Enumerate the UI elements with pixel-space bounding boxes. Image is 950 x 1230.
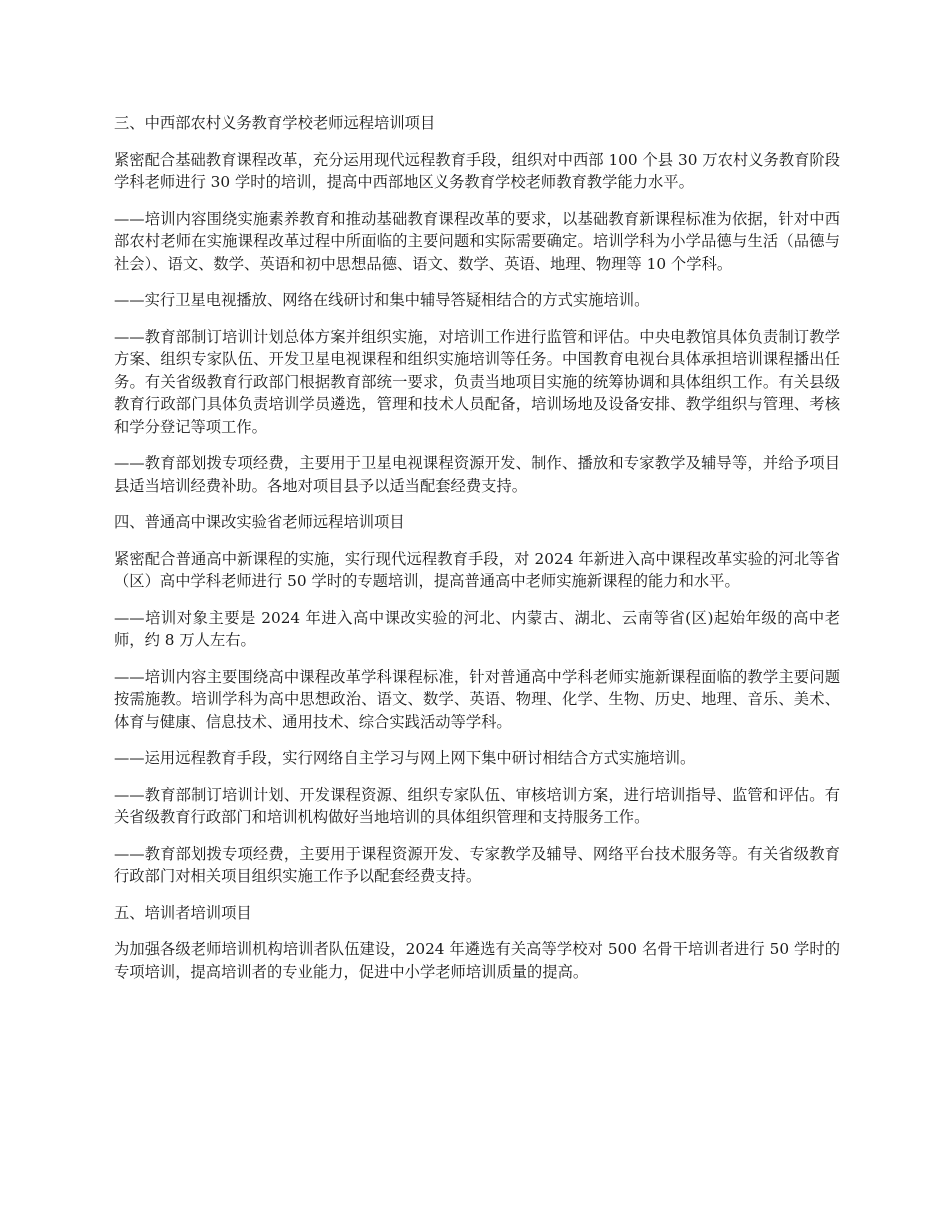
paragraph: ——培训内容围绕实施素养教育和推动基础教育课程改革的要求，以基础教育新课程标准为依据，针对中西部农村老师在实施课程改革过程中所面临的主要问题和实际需要确定。培训学科为小学品德与生活（品德与社会）、语文、数学、英语和初中思想品德、语文、数学、英语、地理、物理等 10 个学科。 <box>114 209 840 273</box>
paragraph: ——培训内容主要围绕高中课程改革学科课程标准，针对普通高中学科老师实施新课程面临的教学主要问题按需施教。培训学科为高中思想政治、语文、数学、英语、物理、化学、生物、历史、地理、音乐、美术、体育与健康、信息技术、通用技术、综合实践活动等学科。 <box>114 667 840 731</box>
paragraph: ——培训对象主要是 2024 年进入高中课改实验的河北、内蒙古、湖北、云南等省(区)起始年级的高中老师，约 8 万人左右。 <box>114 608 840 649</box>
paragraph: 为加强各级老师培训机构培训者队伍建设，2024 年遴选有关高等学校对 500 名骨干培训者进行 50 学时的专项培训，提高培训者的专业能力，促进中小学老师培训质量的提高。 <box>114 940 840 981</box>
document-body <box>114 112 840 997</box>
section-heading-5: 五、培训者培训项目 <box>114 903 252 922</box>
paragraph: ——教育部制订培训计划、开发课程资源、组织专家队伍、审核培训方案，进行培训指导、监管和评估。有关省级教育行政部门和培训机构做好当地培训的具体组织管理和支持服务工作。 <box>114 785 840 826</box>
paragraph: 紧密配合普通高中新课程的实施，实行现代远程教育手段，对 2024 年新进入高中课程改革实验的河北等省（区）高中学科老师进行 50 学时的专题培训，提高普通高中老师实施新课程的能力和水平。 <box>114 549 840 590</box>
paragraph: ——教育部划拨专项经费，主要用于卫星电视课程资源开发、制作、播放和专家教学及辅导等，并给予项目县适当培训经费补助。各地对项目县予以适当配套经费支持。 <box>114 454 840 495</box>
paragraph: 紧密配合基础教育课程改革，充分运用现代远程教育手段，组织对中西部 100 个县 30 万农村义务教育阶段学科老师进行 30 学时的培训，提高中西部地区义务教育学校老师教育教学能力水平。 <box>114 150 840 191</box>
section-heading-4: 四、普通高中课改实验省老师远程培训项目 <box>114 513 405 531</box>
paragraph: ——教育部制订培训计划总体方案并组织实施，对培训工作进行监管和评估。中央电教馆具体负责制订教学方案、组织专家队伍、开发卫星电视课程和组织实施培训等任务。中国教育电视台具体承担培训课程播出任务。有关省级教育行政部门根据教育部统一要求，负责当地项目实施的统筹协调和具体组织工作。有关县级教育行政部门具体负责培训学员遴选，管理和技术人员配备，培训场地及设备安排、教学组织与管理、考核和学分登记等项工作。 <box>114 327 840 436</box>
paragraph: ——实行卫星电视播放、网络在线研讨和集中辅导答疑相结合的方式实施培训。 <box>114 291 650 309</box>
paragraph: ——运用远程教育手段，实行网络自主学习与网上网下集中研讨相结合方式实施培训。 <box>114 749 696 767</box>
section-heading-3: 三、中西部农村义务教育学校老师远程培训项目 <box>114 114 436 132</box>
paragraph: ——教育部划拨专项经费，主要用于课程资源开发、专家教学及辅导、网络平台技术服务等。有关省级教育行政部门对相关项目组织实施工作予以配套经费支持。 <box>114 844 840 885</box>
